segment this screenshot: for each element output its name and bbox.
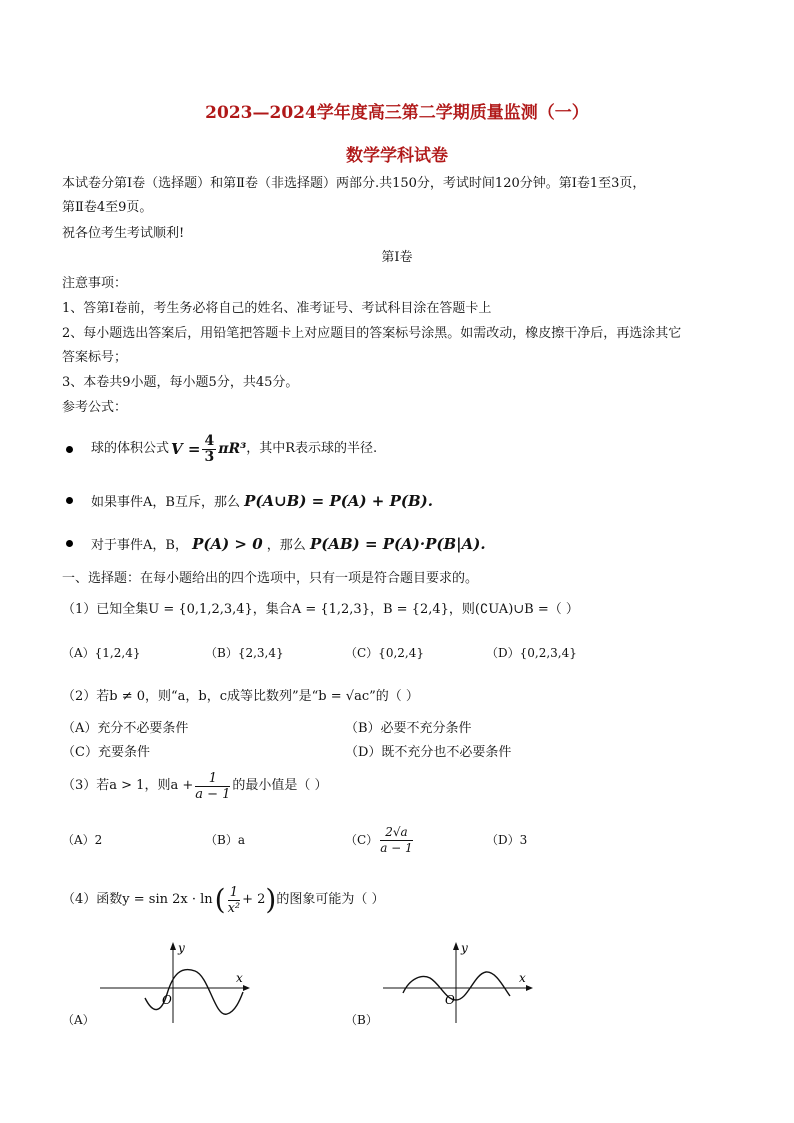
q4-option-b-label: （B） (345, 1013, 378, 1027)
formula-3-pre: 对于事件A，B， (91, 538, 188, 553)
graph-a-x-arrow (243, 985, 250, 991)
intro-line-1: 本试卷分第Ⅰ卷（选择题）和第Ⅱ卷（非选择题）两部分.共150分，考试时间120分钟。第Ⅰ卷1至3页， (62, 176, 646, 191)
q1-option-d: （D）{0,2,3,4} (486, 646, 577, 660)
formula-1-denominator: 3 (204, 448, 215, 465)
q4-stem-pre: （4）函数y = sin 2x · ln (62, 892, 213, 907)
q3-stem (62, 766, 328, 806)
graph-b-x-label: x (519, 971, 526, 985)
q3-stem-post: 的最小值是（ ） (232, 778, 328, 793)
q4-stem-post: 的图象可能为（ ） (276, 892, 385, 907)
q2-stem: （2）若b ≠ 0，则“a，b，c成等比数列”是“b = √ac”的（ ） (62, 689, 419, 704)
intro-line-3: 祝各位考生考试顺利! (62, 226, 185, 241)
note-item-2b: 答案标号； (62, 350, 128, 365)
formula-2-expr: P(A∪B) = P(A) + P(B). (244, 492, 433, 510)
q3-option-c-fraction (380, 825, 412, 856)
graph-a-curve (145, 970, 243, 1015)
graph-b-y-arrow (453, 942, 459, 950)
q3-option-c-denominator: a − 1 (380, 840, 413, 855)
formula-3-condition: P(A) > 0 (192, 535, 263, 553)
graph-b-origin: O (445, 993, 455, 1007)
q4-graph-b (378, 938, 538, 1028)
notes-heading: 注意事项： (62, 276, 128, 291)
q1-option-c: （C）{0,2,4} (345, 646, 424, 660)
graph-a-x-label: x (236, 971, 243, 985)
formula-1-post: ，其中R表示球的半径. (246, 441, 378, 456)
graph-b-x-arrow (526, 985, 533, 991)
bullet-2 (66, 497, 73, 504)
q2-option-c: （C）充要条件 (62, 745, 150, 760)
q3-stem-denominator: a − 1 (195, 786, 231, 802)
note-item-2a: 2、每小题选出答案后，用铅笔把答题卡上对应题目的答案标号涂黑。如需改动，橡皮擦干净后，再选涂其它 (62, 326, 682, 341)
formula-heading: 参考公式： (62, 400, 128, 415)
q4-stem-numerator: 1 (228, 885, 241, 901)
formula-1-pre: 球的体积公式 (91, 441, 170, 456)
graph-a-origin: O (162, 993, 172, 1007)
part1-heading: 一、选择题：在每小题给出的四个选项中，只有一项是符合题目要求的。 (62, 571, 479, 586)
graph-b-y-label: y (461, 941, 468, 955)
formula-sphere-volume (91, 427, 377, 471)
q3-option-c-numerator: 2√a (380, 825, 412, 841)
formula-1-numerator: 4 (204, 432, 215, 449)
q3-stem-numerator: 1 (195, 771, 230, 787)
formula-3-mid: ，那么 (266, 538, 306, 553)
formula-exclusive-events (91, 489, 433, 515)
q2-option-b: （B）必要不充分条件 (345, 721, 472, 736)
exam-subtitle: 数学学科试卷 (346, 146, 448, 166)
q1-option-a: （A）{1,2,4} (62, 646, 141, 660)
graph-a-y-arrow (170, 942, 176, 950)
q2-option-d: （D）既不充分也不必要条件 (345, 745, 512, 760)
q3-stem-fraction (195, 771, 230, 802)
formula-2-pre: 如果事件A，B互斥，那么 (91, 495, 240, 510)
graph-a-y-label: y (178, 941, 185, 955)
q3-option-d: （D）3 (486, 833, 528, 847)
q1-option-b: （B）{2,3,4} (205, 646, 284, 660)
q4-right-paren: ) (265, 883, 277, 916)
q1-stem: （1）已知全集U = {0,1,2,3,4}，集合A = {1,2,3}，B = {2,4}，则(∁UA)∪B =（ ） (62, 602, 579, 617)
note-item-3: 3、本卷共9小题，每小题5分，共45分。 (62, 375, 299, 390)
q4-stem (62, 878, 385, 922)
q4-left-paren: ( (214, 883, 226, 916)
formula-3-expr: P(AB) = P(A)·P(B|A). (309, 535, 486, 553)
formula-1-fraction (202, 434, 216, 465)
q2-option-a: （A）充分不必要条件 (62, 721, 189, 736)
exam-title: 2023—2024学年度高三第二学期质量监测（一） (205, 103, 589, 123)
section-title: 第Ⅰ卷 (381, 250, 413, 265)
q3-option-a: （A）2 (62, 833, 103, 847)
q3-option-c-label: （C） (345, 833, 379, 847)
q3-stem-pre: （3）若a > 1，则a + (62, 778, 194, 793)
formula-1-rhs: πR³ (218, 441, 247, 457)
q4-stem-fraction (228, 885, 241, 916)
formula-1-lhs: V = (171, 440, 201, 458)
note-item-1: 1、答第Ⅰ卷前，考生务必将自己的姓名、准考证号、考试科目涂在答题卡上 (62, 301, 492, 316)
formula-conditional-probability (91, 532, 486, 558)
bullet-1 (66, 446, 73, 453)
q4-option-a-label: （A） (62, 1013, 95, 1027)
q4-stem-denominator: x² (227, 900, 241, 916)
q4-graph-a (95, 938, 255, 1028)
bullet-3 (66, 540, 73, 547)
q4-stem-add: + 2 (242, 892, 266, 907)
intro-line-2: 第Ⅱ卷4至9页。 (62, 200, 153, 215)
q3-option-b: （B）a (205, 833, 245, 847)
q3-option-c (345, 818, 415, 862)
